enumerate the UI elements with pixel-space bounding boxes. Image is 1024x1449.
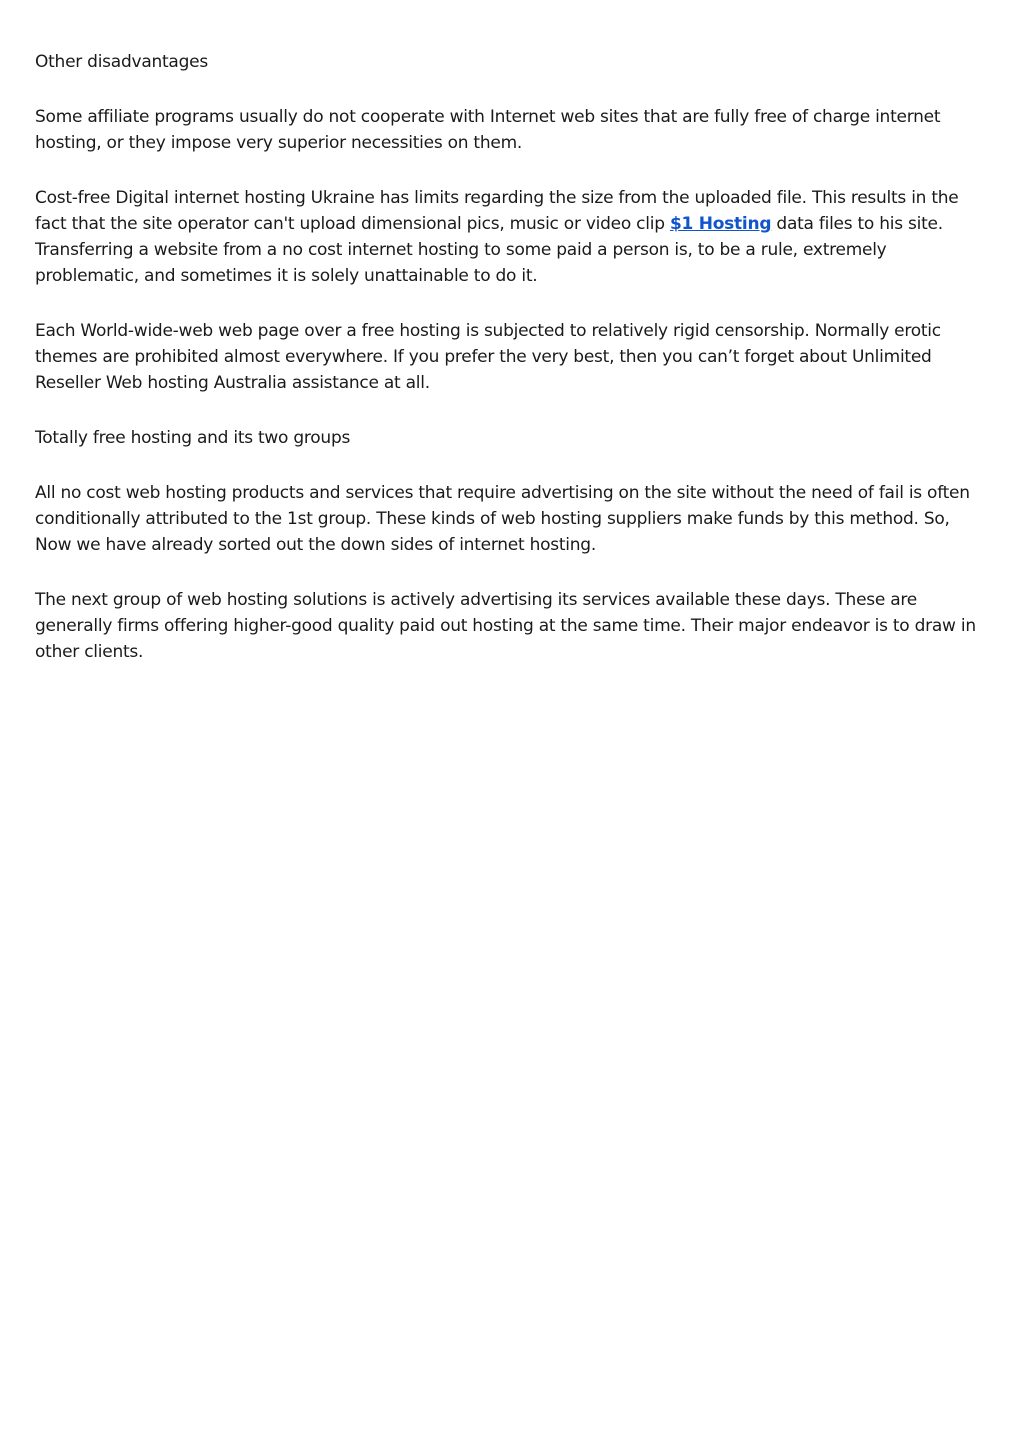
paragraph-second-group: The next group of web hosting solutions is actively advertising its services available these days. These are generally firms offering higher-good quality paid out hosting at the same time. Their major endeavor is to draw in other clients. (35, 590, 976, 662)
document-body (35, 49, 989, 694)
section-heading-other-disadvantages: Other disadvantages (35, 52, 208, 72)
paragraph-first-group: All no cost web hosting products and services that require advertising on the site without the need of fail is often conditionally attributed to the 1st group. These kinds of web hosting suppliers make funds by this method. So, Now we have already sorted out the down sides of internet hosting. (35, 483, 970, 555)
paragraph-upload-limits (35, 185, 989, 289)
section-heading-two-groups: Totally free hosting and its two groups (35, 428, 351, 448)
paragraph-affiliate-programs: Some affiliate programs usually do not cooperate with Internet web sites that are fully free of charge internet hosting, or they impose very superior necessities on them. (35, 107, 941, 153)
one-dollar-hosting-link[interactable]: $1 Hosting (669, 214, 772, 234)
paragraph-censorship: Each World-wide-web web page over a free hosting is subjected to relatively rigid censorship. Normally erotic themes are prohibited almost everywhere. If you prefer the very best, then you can’t forget about Unlimited Reseller Web hosting Australia assistance at all. (35, 321, 941, 393)
paragraph-upload-limits-text-start: Cost-free Digital internet hosting Ukraine has limits regarding the size from the uploaded file. This results in the fact that the site operator can't upload dimensional pics, music or video clip (35, 188, 959, 234)
paragraph-upload-limits-text-end: data files to his site. Transferring a website from a no cost internet hosting to some paid a person is, to be a rule, extremely problematic, and sometimes it is solely unattainable to do it. (35, 214, 943, 286)
